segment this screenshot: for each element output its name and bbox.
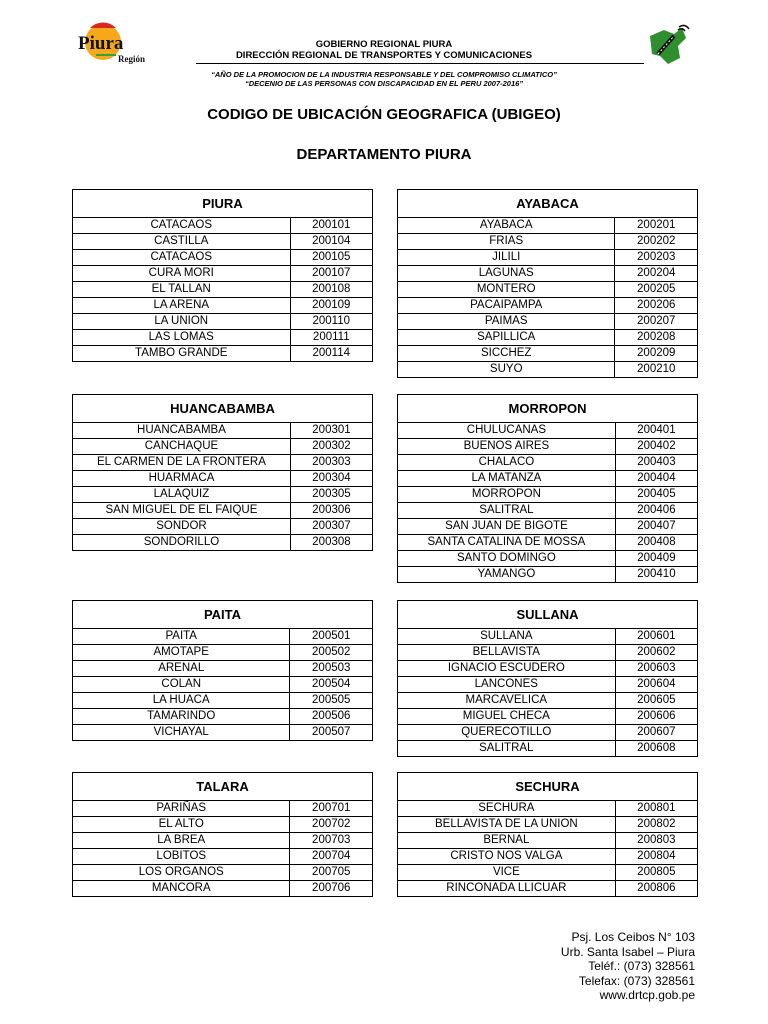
- ubigeo-code: 200505: [290, 693, 373, 709]
- ubigeo-code: 200304: [290, 471, 372, 487]
- table-row: [398, 849, 698, 865]
- district-name: FRIAS: [398, 234, 615, 250]
- ubigeo-code: 200502: [290, 645, 373, 661]
- ubigeo-code: 200101: [290, 218, 372, 234]
- table-row: [73, 535, 373, 551]
- province-table: [72, 772, 373, 897]
- table-row: [73, 645, 373, 661]
- district-name: LA ARENA: [73, 298, 291, 314]
- district-name: AMOTAPE: [73, 645, 290, 661]
- table-row: [73, 298, 373, 314]
- ubigeo-code: 200503: [290, 661, 373, 677]
- ubigeo-code: 200806: [615, 881, 697, 897]
- table-row: [73, 801, 373, 817]
- table-row: [398, 471, 698, 487]
- ubigeo-code: 200306: [290, 503, 372, 519]
- province-name: AYABACA: [398, 190, 698, 218]
- ubigeo-code: 200204: [615, 266, 698, 282]
- ubigeo-code: 200111: [290, 330, 372, 346]
- table-row: [398, 455, 698, 471]
- district-name: QUERECOTILLO: [398, 725, 616, 741]
- table-row: [73, 865, 373, 881]
- district-name: CURA MORI: [73, 266, 291, 282]
- district-name: LOBITOS: [73, 849, 290, 865]
- district-name: CASTILLA: [73, 234, 291, 250]
- ubigeo-code: 200210: [615, 362, 698, 378]
- province-table: [397, 772, 698, 897]
- ubigeo-code: 200114: [290, 346, 372, 362]
- district-name: SANTO DOMINGO: [398, 551, 616, 567]
- ubigeo-code: 200703: [290, 833, 373, 849]
- table-row: [398, 801, 698, 817]
- ubigeo-code: 200601: [615, 629, 697, 645]
- table-row: [73, 693, 373, 709]
- table-row: [398, 725, 698, 741]
- table-row: [398, 282, 698, 298]
- district-name: LANCONES: [398, 677, 616, 693]
- table-row: [398, 314, 698, 330]
- ubigeo-code: 200407: [615, 519, 697, 535]
- table-row: [73, 661, 373, 677]
- footer-fax: Telefax: (073) 328561: [578, 973, 695, 988]
- district-name: AYABACA: [398, 218, 615, 234]
- district-name: SAN MIGUEL DE EL FAIQUE: [73, 503, 291, 519]
- ubigeo-code: 200108: [290, 282, 372, 298]
- table-row: [73, 346, 373, 362]
- ubigeo-code: 200406: [615, 503, 697, 519]
- district-name: CHALACO: [398, 455, 616, 471]
- table-row: [73, 423, 373, 439]
- province-name: SECHURA: [398, 773, 698, 801]
- table-row: [73, 709, 373, 725]
- district-name: PAITA: [73, 629, 290, 645]
- district-name: SANTA CATALINA DE MOSSA: [398, 535, 616, 551]
- district-name: SAN JUAN DE BIGOTE: [398, 519, 616, 535]
- header-divider: [196, 63, 644, 64]
- district-name: EL CARMEN DE LA FRONTERA: [73, 455, 291, 471]
- table-row: [398, 218, 698, 234]
- table-row: [398, 519, 698, 535]
- table-row: [398, 709, 698, 725]
- district-name: SALITRAL: [398, 503, 616, 519]
- ubigeo-code: 200206: [615, 298, 698, 314]
- ubigeo-code: 200105: [290, 250, 372, 266]
- header-government: GOBIERNO REGIONAL PIURA: [315, 39, 453, 50]
- ubigeo-code: 200104: [290, 234, 372, 250]
- table-row: [398, 629, 698, 645]
- district-name: MORROPON: [398, 487, 616, 503]
- ubigeo-code: 200410: [615, 567, 697, 583]
- table-row: [73, 519, 373, 535]
- footer-website[interactable]: www.drtcp.gob.pe: [599, 988, 695, 1002]
- ubigeo-code: 200205: [615, 282, 698, 298]
- table-row: [398, 439, 698, 455]
- ubigeo-code: 200408: [615, 535, 697, 551]
- district-name: SUYO: [398, 362, 615, 378]
- district-name: MANCORA: [73, 881, 290, 897]
- ubigeo-code: 200208: [615, 330, 698, 346]
- table-row: [73, 282, 373, 298]
- ubigeo-code: 200606: [615, 709, 697, 725]
- table-row: [73, 439, 373, 455]
- ubigeo-code: 200604: [615, 677, 697, 693]
- motto-year: “AÑO DE LA PROMOCION DE LA INDUSTRIA RESPONSABLE Y DEL COMPROMISO CLIMATICO”: [211, 70, 557, 79]
- district-name: CHULUCANAS: [398, 423, 616, 439]
- district-name: SONDORILLO: [73, 535, 291, 551]
- table-row: [398, 817, 698, 833]
- ubigeo-code: 200207: [615, 314, 698, 330]
- province-name: HUANCABAMBA: [73, 395, 373, 423]
- ubigeo-code: 200705: [290, 865, 373, 881]
- ubigeo-code: 200704: [290, 849, 373, 865]
- ubigeo-code: 200402: [615, 439, 697, 455]
- district-name: BELLAVISTA DE LA UNION: [398, 817, 616, 833]
- ubigeo-code: 200110: [290, 314, 372, 330]
- ubigeo-code: 200308: [290, 535, 372, 551]
- document-title: CODIGO DE UBICACIÓN GEOGRAFICA (UBIGEO): [207, 106, 561, 123]
- logo-text: Piura: [78, 33, 124, 54]
- ubigeo-code: 200401: [615, 423, 697, 439]
- motto-decade: “DECENIO DE LAS PERSONAS CON DISCAPACIDAD EN EL PERU 2007-2016”: [244, 79, 524, 88]
- district-name: SAPILLICA: [398, 330, 615, 346]
- district-name: SICCHEZ: [398, 346, 615, 362]
- ubigeo-code: 200201: [615, 218, 698, 234]
- district-name: BERNAL: [398, 833, 616, 849]
- logo-subtext: Región: [118, 54, 145, 64]
- table-row: [73, 817, 373, 833]
- table-row: [73, 330, 373, 346]
- ubigeo-code: 200804: [615, 849, 697, 865]
- ubigeo-code: 200405: [615, 487, 697, 503]
- ubigeo-code: 200802: [615, 817, 697, 833]
- ubigeo-code: 200501: [290, 629, 373, 645]
- province-name: MORROPON: [398, 395, 698, 423]
- province-name: PIURA: [73, 190, 373, 218]
- district-name: MIGUEL CHECA: [398, 709, 616, 725]
- ubigeo-code: 200801: [615, 801, 697, 817]
- ubigeo-code: 200506: [290, 709, 373, 725]
- table-row: [73, 833, 373, 849]
- table-row: [398, 677, 698, 693]
- district-name: LA MATANZA: [398, 471, 616, 487]
- footer-contact: [530, 930, 695, 1003]
- province-name: SULLANA: [398, 601, 698, 629]
- table-row: [73, 725, 373, 741]
- district-name: SECHURA: [398, 801, 616, 817]
- district-name: TAMARINDO: [73, 709, 290, 725]
- footer-urbanization: Urb. Santa Isabel – Piura: [560, 944, 695, 959]
- ubigeo-code: 200706: [290, 881, 373, 897]
- district-name: COLAN: [73, 677, 290, 693]
- footer-address: Psj. Los Ceibos N° 103: [571, 930, 695, 944]
- district-name: LAS LOMAS: [73, 330, 291, 346]
- table-row: [73, 503, 373, 519]
- ubigeo-code: 200209: [615, 346, 698, 362]
- table-row: [73, 487, 373, 503]
- district-name: PAIMAS: [398, 314, 615, 330]
- district-name: MONTERO: [398, 282, 615, 298]
- ubigeo-code: 200605: [615, 693, 697, 709]
- district-name: ARENAL: [73, 661, 290, 677]
- table-row: [73, 849, 373, 865]
- table-row: [73, 629, 373, 645]
- district-name: VICHAYAL: [73, 725, 290, 741]
- district-name: JILILI: [398, 250, 615, 266]
- table-row: [398, 865, 698, 881]
- table-row: [398, 567, 698, 583]
- ubigeo-code: 200803: [615, 833, 697, 849]
- district-name: EL ALTO: [73, 817, 290, 833]
- table-row: [73, 881, 373, 897]
- district-name: YAMANGO: [398, 567, 616, 583]
- table-row: [73, 677, 373, 693]
- ubigeo-code: 200109: [290, 298, 372, 314]
- ubigeo-code: 200203: [615, 250, 698, 266]
- table-row: [398, 693, 698, 709]
- ubigeo-code: 200603: [615, 661, 697, 677]
- district-name: PARIÑAS: [73, 801, 290, 817]
- ubigeo-code: 200608: [615, 741, 697, 757]
- table-row: [398, 346, 698, 362]
- ubigeo-code: 200107: [290, 266, 372, 282]
- table-row: [398, 645, 698, 661]
- district-name: CANCHAQUE: [73, 439, 291, 455]
- district-name: LALAQUIZ: [73, 487, 291, 503]
- ubigeo-code: 200302: [290, 439, 372, 455]
- district-name: LAGUNAS: [398, 266, 615, 282]
- ubigeo-code: 200607: [615, 725, 697, 741]
- table-row: [398, 487, 698, 503]
- district-name: MARCAVELICA: [398, 693, 616, 709]
- ubigeo-code: 200404: [615, 471, 697, 487]
- table-row: [398, 551, 698, 567]
- district-name: LA HUACA: [73, 693, 290, 709]
- table-row: [73, 266, 373, 282]
- footer-phone: Teléf.: (073) 328561: [588, 959, 695, 973]
- district-name: LOS ORGANOS: [73, 865, 290, 881]
- district-name: PACAIPAMPA: [398, 298, 615, 314]
- province-table: [397, 600, 698, 757]
- header-direction: DIRECCIÓN REGIONAL DE TRANSPORTES Y COMUNICACIONES: [235, 50, 533, 61]
- table-row: [73, 455, 373, 471]
- district-name: VICE: [398, 865, 616, 881]
- province-table: [72, 600, 373, 741]
- district-name: LA BREA: [73, 833, 290, 849]
- ubigeo-code: 200805: [615, 865, 697, 881]
- district-name: LA UNION: [73, 314, 291, 330]
- district-name: HUANCABAMBA: [73, 423, 291, 439]
- district-name: RINCONADA LLICUAR: [398, 881, 616, 897]
- table-row: [398, 741, 698, 757]
- ubigeo-code: 200307: [290, 519, 372, 535]
- district-name: SONDOR: [73, 519, 291, 535]
- table-row: [398, 833, 698, 849]
- ubigeo-code: 200702: [290, 817, 373, 833]
- ubigeo-code: 200504: [290, 677, 373, 693]
- province-name: TALARA: [73, 773, 373, 801]
- ubigeo-code: 200202: [615, 234, 698, 250]
- province-table: [72, 394, 373, 551]
- ubigeo-code: 200602: [615, 645, 697, 661]
- district-name: SALITRAL: [398, 741, 616, 757]
- district-name: TAMBO GRANDE: [73, 346, 291, 362]
- district-name: HUARMACA: [73, 471, 291, 487]
- province-name: PAITA: [73, 601, 373, 629]
- district-name: CATACAOS: [73, 250, 291, 266]
- ubigeo-code: 200701: [290, 801, 373, 817]
- province-table: [397, 189, 698, 378]
- table-row: [398, 881, 698, 897]
- district-name: IGNACIO ESCUDERO: [398, 661, 616, 677]
- document-subtitle: DEPARTAMENTO PIURA: [296, 146, 472, 163]
- table-row: [73, 234, 373, 250]
- district-name: CRISTO NOS VALGA: [398, 849, 616, 865]
- table-row: [398, 423, 698, 439]
- ubigeo-code: 200301: [290, 423, 372, 439]
- table-row: [73, 250, 373, 266]
- table-row: [398, 535, 698, 551]
- district-name: SULLANA: [398, 629, 616, 645]
- table-row: [398, 298, 698, 314]
- table-row: [73, 218, 373, 234]
- district-name: EL TALLAN: [73, 282, 291, 298]
- table-row: [398, 661, 698, 677]
- district-name: BUENOS AIRES: [398, 439, 616, 455]
- ubigeo-code: 200305: [290, 487, 372, 503]
- ubigeo-code: 200403: [615, 455, 697, 471]
- table-row: [398, 250, 698, 266]
- province-table: [72, 189, 373, 362]
- district-name: CATACAOS: [73, 218, 291, 234]
- ubigeo-code: 200409: [615, 551, 697, 567]
- table-row: [398, 330, 698, 346]
- table-row: [398, 362, 698, 378]
- table-row: [73, 471, 373, 487]
- district-name: BELLAVISTA: [398, 645, 616, 661]
- table-row: [398, 266, 698, 282]
- table-row: [73, 314, 373, 330]
- province-table: [397, 394, 698, 583]
- table-row: [398, 503, 698, 519]
- ubigeo-code: 200507: [290, 725, 373, 741]
- ubigeo-code: 200303: [290, 455, 372, 471]
- table-row: [398, 234, 698, 250]
